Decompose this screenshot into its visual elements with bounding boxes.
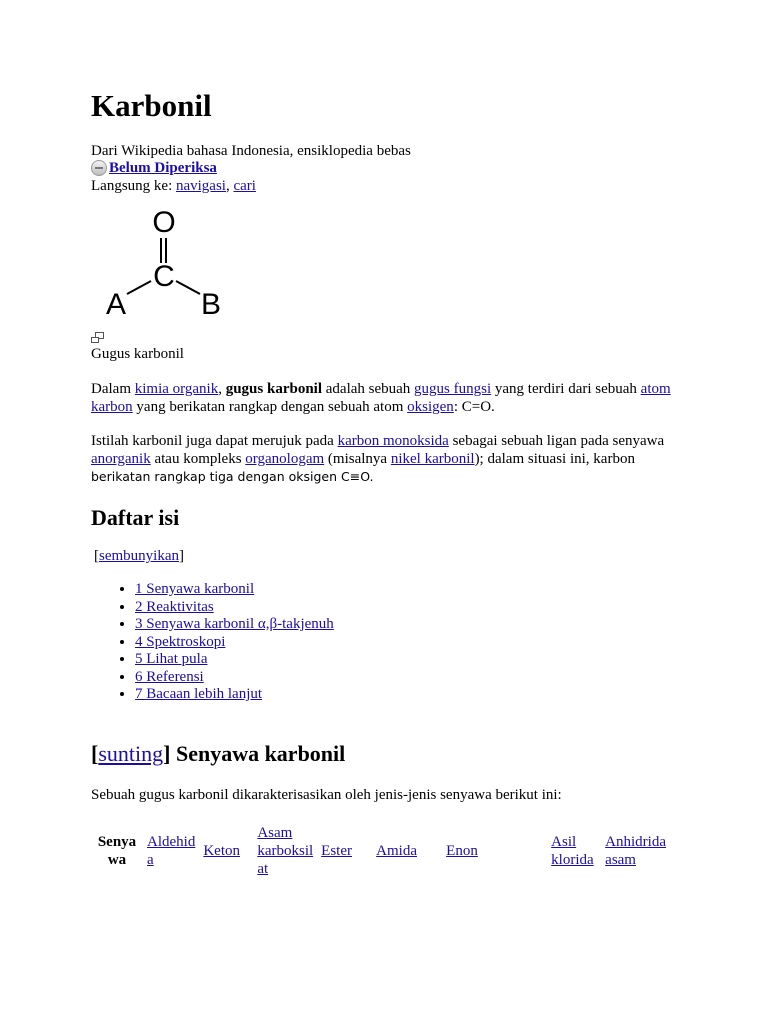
toc-item bbox=[135, 616, 334, 634]
cell-line: Aldehid bbox=[147, 834, 196, 850]
enlarge-icon[interactable] bbox=[91, 332, 105, 344]
toc-item bbox=[135, 599, 334, 617]
unreviewed-badge-icon bbox=[91, 160, 107, 176]
cell-line: asam bbox=[605, 852, 636, 868]
header-line: Senya bbox=[97, 834, 137, 850]
table-cell-aldehida bbox=[143, 822, 199, 880]
link-aldehida[interactable] bbox=[147, 834, 195, 868]
link-gugus-fungsi[interactable]: gugus fungsi bbox=[414, 381, 492, 397]
toc-item bbox=[135, 651, 334, 669]
term-gugus-karbonil: gugus karbonil bbox=[225, 381, 322, 397]
table-cell-asam-karboksilat bbox=[253, 822, 317, 880]
toc-link-lihat-pula[interactable]: 5 Lihat pula bbox=[135, 651, 208, 667]
link-nikel-karbonil[interactable]: nikel karbonil bbox=[390, 451, 475, 467]
bond-line-b bbox=[176, 281, 200, 294]
link-amida[interactable]: Amida bbox=[376, 843, 417, 859]
intro-paragraph bbox=[91, 380, 691, 416]
toc-link-takjenuh[interactable]: 3 Senyawa karbonil α,β-takjenuh bbox=[135, 616, 334, 632]
toc-item bbox=[135, 686, 334, 704]
link-oksigen[interactable]: oksigen bbox=[407, 399, 454, 415]
cell-line: at bbox=[257, 861, 269, 877]
text: adalah sebuah bbox=[322, 381, 415, 397]
link-ester[interactable]: Ester bbox=[321, 843, 352, 859]
section-intro: Sebuah gugus karbonil dikarakterisasikan oleh jenis-jenis senyawa berikut ini: bbox=[91, 787, 562, 803]
text: Istilah karbonil juga dapat merujuk pada bbox=[91, 433, 338, 449]
table-cell-amida bbox=[372, 822, 442, 880]
bracket: ] bbox=[163, 741, 171, 766]
toc-list bbox=[91, 581, 334, 704]
toc-item bbox=[135, 669, 334, 687]
link-keton[interactable]: Keton bbox=[203, 843, 240, 859]
link-asil-klorida[interactable] bbox=[551, 834, 594, 868]
bracket: [ bbox=[94, 548, 99, 564]
jump-links bbox=[91, 177, 256, 195]
text: berikatan rangkap tiga dengan oksigen C≡O. bbox=[91, 469, 374, 484]
text: , bbox=[218, 381, 226, 397]
text: sebagai sebuah ligan pada senyawa bbox=[448, 433, 665, 449]
table-cell-anhidrida-asam bbox=[601, 822, 679, 880]
image-caption: Gugus karbonil bbox=[91, 346, 184, 362]
cell-line: karboksil bbox=[257, 843, 314, 859]
link-organologam[interactable]: organologam bbox=[245, 451, 325, 467]
link-kimia-organik[interactable]: kimia organik bbox=[134, 381, 219, 397]
text: : C=O. bbox=[453, 399, 495, 415]
toc-toggle bbox=[94, 547, 184, 565]
header-line: wa bbox=[107, 852, 127, 868]
atom-c-label: C bbox=[153, 260, 175, 293]
jump-prefix: Langsung ke: bbox=[91, 178, 176, 194]
toc-item bbox=[135, 634, 334, 652]
toc-link-spektroskopi[interactable]: 4 Spektroskopi bbox=[135, 633, 226, 650]
table-cell-ester bbox=[317, 822, 372, 880]
link-atom-karbon-cont[interactable]: karbon bbox=[91, 399, 133, 415]
link-enon[interactable]: Enon bbox=[446, 843, 478, 859]
bracket: [ bbox=[91, 741, 99, 766]
cell-line: a bbox=[147, 852, 154, 868]
section-heading-senyawa-karbonil bbox=[91, 740, 345, 768]
text: atau kompleks bbox=[150, 451, 246, 467]
text: Dalam bbox=[91, 381, 135, 397]
toc-link-referensi[interactable]: 6 Referensi bbox=[135, 668, 204, 685]
table-row bbox=[91, 822, 679, 880]
navigation-link[interactable]: navigasi bbox=[175, 178, 226, 194]
page-title: Karbonil bbox=[91, 88, 212, 123]
link-anhidrida-asam[interactable] bbox=[605, 834, 666, 868]
text: ); dalam situasi ini, karbon bbox=[474, 451, 635, 467]
table-cell-asil-klorida bbox=[547, 822, 601, 880]
jump-separator: , bbox=[225, 178, 234, 194]
toc-item bbox=[135, 581, 334, 599]
cell-line: Asil bbox=[551, 834, 577, 850]
atom-o-label: O bbox=[152, 206, 176, 239]
bracket: ] bbox=[179, 548, 184, 564]
search-link[interactable]: cari bbox=[233, 178, 256, 194]
toc-heading: Daftar isi bbox=[91, 505, 180, 530]
table-header-senyawa bbox=[91, 822, 143, 880]
link-karbon-monoksida[interactable]: karbon monoksida bbox=[337, 433, 449, 449]
cell-line: Asam bbox=[257, 825, 293, 841]
section-title: Senyawa karbonil bbox=[170, 741, 346, 766]
cell-line: klorida bbox=[551, 852, 594, 868]
link-asam-karboksilat[interactable] bbox=[257, 825, 313, 877]
cell-line: Anhidrida bbox=[605, 834, 666, 850]
ligand-paragraph bbox=[91, 432, 691, 486]
toc-link-reaktivitas[interactable]: 2 Reaktivitas bbox=[135, 598, 214, 615]
compound-table bbox=[91, 822, 679, 880]
edit-section-link[interactable]: sunting bbox=[98, 741, 164, 766]
review-status-link[interactable]: Belum Diperiksa bbox=[109, 160, 217, 176]
link-anorganik[interactable]: anorganik bbox=[91, 451, 151, 467]
table-cell-keton bbox=[199, 822, 253, 880]
toc-hide-link[interactable]: sembunyikan bbox=[99, 548, 179, 564]
page-subtitle: Dari Wikipedia bahasa Indonesia, ensiklopedia bebas bbox=[91, 143, 411, 159]
text: (misalnya bbox=[324, 451, 391, 467]
atom-a-label: A bbox=[105, 288, 127, 321]
atom-b-label: B bbox=[200, 288, 222, 321]
link-atom-karbon[interactable]: atom bbox=[640, 381, 671, 397]
table-cell-enon bbox=[442, 822, 547, 880]
bond-line-a bbox=[127, 281, 151, 294]
carbonyl-structure-image[interactable] bbox=[98, 206, 228, 322]
text: yang berikatan rangkap dengan sebuah atom bbox=[132, 399, 408, 415]
toc-link-bacaan[interactable]: 7 Bacaan lebih lanjut bbox=[135, 686, 263, 702]
review-status[interactable] bbox=[91, 159, 217, 177]
text: yang terdiri dari sebuah bbox=[491, 381, 641, 397]
toc-link-senyawa-karbonil[interactable]: 1 Senyawa karbonil bbox=[135, 581, 255, 597]
